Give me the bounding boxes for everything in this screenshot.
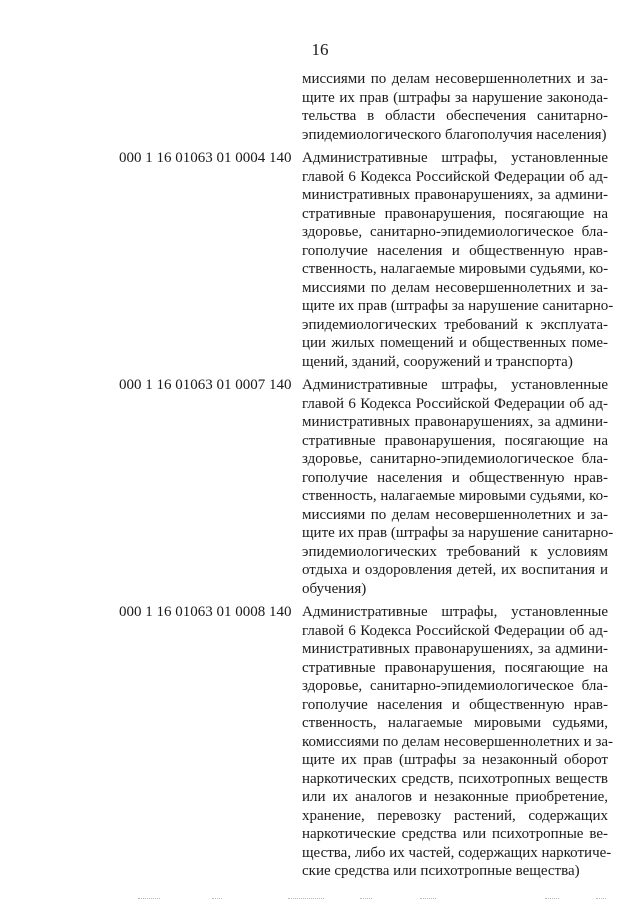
page-number: 16 <box>311 40 329 59</box>
text-line: ственность, налагаемые мировыми судьями, ко- <box>302 261 609 277</box>
text-line: стративные правонарушения, посягающие на <box>302 205 608 222</box>
scan-dot <box>420 898 436 900</box>
text-line: миссиями по делам несовершеннолетних и за- <box>302 279 608 296</box>
scan-dot <box>360 898 372 900</box>
text-line: главой 6 Кодекса Российской Федерации об ад- <box>302 168 608 185</box>
text-line: щите их прав (штрафы за незаконный оборот <box>302 752 608 768</box>
entry-row <box>0 603 640 881</box>
text-line: наркотических средств, психотропных веществ <box>302 770 608 787</box>
text-line: тельства в области обеспечения санитарно- <box>302 108 608 124</box>
text-line: обучения) <box>302 580 367 597</box>
text-line: эпидемиологических требований к условиям <box>302 543 608 560</box>
entry-row <box>0 376 640 598</box>
entry-description <box>302 603 614 881</box>
text-line: миссиями по делам несовершеннолетних и за- <box>302 71 608 87</box>
text-line: министративных правонарушениях, за админи- <box>302 641 608 657</box>
scan-dot <box>545 898 559 900</box>
continuation-row <box>0 70 640 144</box>
text-line: главой 6 Кодекса Российской Федерации об ад- <box>302 622 608 639</box>
text-line: или их аналогов и незаконные приобретение, <box>302 789 608 805</box>
text-line: хранение, перевозку растений, содержащих <box>302 807 608 824</box>
text-line: миссиями по делам несовершеннолетних и за- <box>302 506 608 523</box>
entry-description <box>302 149 614 371</box>
text-line: главой 6 Кодекса Российской Федерации об ад- <box>302 395 608 412</box>
text-line: стративные правонарушения, посягающие на <box>302 432 608 449</box>
kbk-code: 000 1 16 01063 01 0004 140 <box>119 150 292 166</box>
text-line: Административные штрафы, установленные <box>302 377 608 393</box>
text-line: министративных правонарушениях, за админи- <box>302 414 608 430</box>
text-line: щите их прав (штрафы за нарушение законода- <box>302 89 608 106</box>
text-line: отдыха и оздоровления детей, их воспитания и <box>302 562 608 578</box>
text-line: ственность, налагаемые мировыми судьями, <box>302 715 608 731</box>
text-line: гополучие населения и общественную нрав- <box>302 696 608 713</box>
text-line: щений, зданий, сооружений и транспорта) <box>302 353 573 370</box>
scan-dot <box>288 898 324 900</box>
text-line: щите их прав (штрафы за нарушение санитарно- <box>302 525 614 541</box>
text-line: щите их прав (штрафы за нарушение санитарно- <box>302 298 614 314</box>
entry-description <box>302 376 614 598</box>
kbk-code: 000 1 16 01063 01 0007 140 <box>119 377 292 393</box>
scan-dot <box>138 898 160 900</box>
text-line: наркотические средства или психотропные ве- <box>302 826 608 842</box>
scan-dot <box>596 898 606 900</box>
text-line: стративные правонарушения, посягающие на <box>302 659 608 676</box>
scan-artifact-dots <box>0 898 640 902</box>
text-line: ции жилых помещений и общественных поме- <box>302 335 608 351</box>
text-line: эпидемиологического благополучия населения) <box>302 126 607 143</box>
kbk-code: 000 1 16 01063 01 0008 140 <box>119 604 292 620</box>
text-line: ственность, налагаемые мировыми судьями, ко- <box>302 488 609 504</box>
text-line: Административные штрафы, установленные <box>302 150 608 166</box>
scan-dot <box>212 898 222 900</box>
text-line: здоровье, санитарно-эпидемиологическое бла- <box>302 678 608 694</box>
text-line: эпидемиологических требований к эксплуата- <box>302 316 608 333</box>
text-line: Административные штрафы, установленные <box>302 604 608 620</box>
entry-row <box>0 149 640 371</box>
text-line: министративных правонарушениях, за админи- <box>302 187 608 203</box>
text-line: здоровье, санитарно-эпидемиологическое бла- <box>302 224 608 240</box>
text-line: комиссиями по делам несовершеннолетних и за- <box>302 733 614 750</box>
text-line: щества, либо их частей, содержащих наркотиче- <box>302 844 612 861</box>
text-line: гополучие населения и общественную нрав- <box>302 242 608 259</box>
document-body <box>0 70 640 881</box>
text-line: гополучие населения и общественную нрав- <box>302 469 608 486</box>
continuation-text <box>302 70 608 144</box>
text-line: ские средства или психотропные вещества) <box>302 863 580 879</box>
text-line: здоровье, санитарно-эпидемиологическое бла- <box>302 451 608 467</box>
